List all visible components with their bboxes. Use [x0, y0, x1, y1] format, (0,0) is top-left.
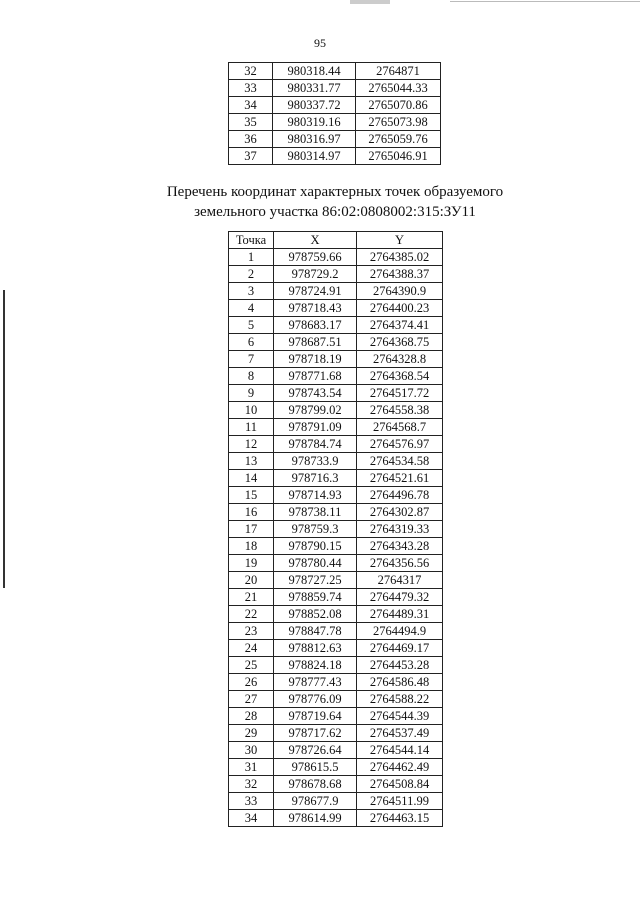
cell-point: 21	[229, 589, 274, 606]
cell-point: 7	[229, 351, 274, 368]
cell-y: 2764453.28	[357, 657, 443, 674]
cell-y: 2764537.49	[357, 725, 443, 742]
cell-point: 18	[229, 538, 274, 555]
table-row	[229, 266, 443, 283]
cell-point: 24	[229, 640, 274, 657]
cell-y: 2764558.38	[357, 402, 443, 419]
table-row	[229, 708, 443, 725]
cell-point: 34	[229, 97, 273, 114]
cell-y: 2764494.9	[357, 623, 443, 640]
table-row	[229, 725, 443, 742]
cell-y: 2764479.32	[357, 589, 443, 606]
cell-y: 2764586.48	[357, 674, 443, 691]
cell-x: 978791.09	[274, 419, 357, 436]
table-row	[229, 97, 441, 114]
cell-x: 978683.17	[274, 317, 357, 334]
table-header-row	[229, 232, 443, 249]
table-row	[229, 63, 441, 80]
cell-point: 5	[229, 317, 274, 334]
table-row	[229, 402, 443, 419]
table-row	[229, 793, 443, 810]
table-row	[229, 640, 443, 657]
cell-y: 2764374.41	[357, 317, 443, 334]
coordinates-table-continued	[228, 62, 441, 165]
table-body	[229, 63, 441, 165]
cell-x: 978784.74	[274, 436, 357, 453]
title-line-2: земельного участка 86:02:0808002:315:ЗУ11	[194, 204, 476, 220]
cell-point: 11	[229, 419, 274, 436]
table-row	[229, 80, 441, 97]
cell-point: 26	[229, 674, 274, 691]
cell-x: 978759.66	[274, 249, 357, 266]
cell-x: 980337.72	[273, 97, 356, 114]
cell-y: 2764517.72	[357, 385, 443, 402]
header-point: Точка	[229, 232, 274, 249]
cell-x: 980316.97	[273, 131, 356, 148]
cell-y: 2764544.39	[357, 708, 443, 725]
cell-point: 35	[229, 114, 273, 131]
cell-x: 978716.3	[274, 470, 357, 487]
cell-point: 27	[229, 691, 274, 708]
coordinates-table	[228, 231, 443, 827]
cell-point: 8	[229, 368, 274, 385]
cell-point: 19	[229, 555, 274, 572]
cell-point: 32	[229, 776, 274, 793]
scan-edge-bar	[3, 290, 5, 588]
cell-y: 2764576.97	[357, 436, 443, 453]
cell-point: 30	[229, 742, 274, 759]
cell-point: 33	[229, 793, 274, 810]
cell-point: 4	[229, 300, 274, 317]
cell-x: 978852.08	[274, 606, 357, 623]
cell-x: 978799.02	[274, 402, 357, 419]
table-row	[229, 436, 443, 453]
cell-x: 978771.68	[274, 368, 357, 385]
cell-y: 2764319.33	[357, 521, 443, 538]
cell-point: 6	[229, 334, 274, 351]
cell-x: 978615.5	[274, 759, 357, 776]
cell-x: 978777.43	[274, 674, 357, 691]
cell-x: 978727.25	[274, 572, 357, 589]
table-row	[229, 368, 443, 385]
cell-y: 2765044.33	[356, 80, 441, 97]
section-title	[0, 182, 640, 222]
cell-x: 978717.62	[274, 725, 357, 742]
cell-x: 978759.3	[274, 521, 357, 538]
cell-x: 980314.97	[273, 148, 356, 165]
cell-point: 14	[229, 470, 274, 487]
cell-y: 2764511.99	[357, 793, 443, 810]
cell-point: 37	[229, 148, 273, 165]
table-row	[229, 555, 443, 572]
cell-point: 25	[229, 657, 274, 674]
cell-x: 978719.64	[274, 708, 357, 725]
cell-x: 978718.19	[274, 351, 357, 368]
cell-y: 2764390.9	[357, 283, 443, 300]
cell-x: 978678.68	[274, 776, 357, 793]
cell-x: 978743.54	[274, 385, 357, 402]
table-row	[229, 521, 443, 538]
cell-x: 978824.18	[274, 657, 357, 674]
cell-y: 2764328.8	[357, 351, 443, 368]
table-row	[229, 589, 443, 606]
cell-x: 978687.51	[274, 334, 357, 351]
table-row	[229, 657, 443, 674]
cell-x: 978726.64	[274, 742, 357, 759]
cell-y: 2764343.28	[357, 538, 443, 555]
cell-x: 978677.9	[274, 793, 357, 810]
table-row	[229, 572, 443, 589]
table-row	[229, 742, 443, 759]
cell-x: 978614.99	[274, 810, 357, 827]
scan-rule	[450, 1, 640, 2]
cell-x: 980319.16	[273, 114, 356, 131]
header-x: X	[274, 232, 357, 249]
table-row	[229, 131, 441, 148]
cell-y: 2764489.31	[357, 606, 443, 623]
cell-y: 2764871	[356, 63, 441, 80]
cell-point: 2	[229, 266, 274, 283]
cell-y: 2764317	[357, 572, 443, 589]
cell-y: 2764521.61	[357, 470, 443, 487]
cell-point: 36	[229, 131, 273, 148]
table-row	[229, 283, 443, 300]
cell-y: 2765059.76	[356, 131, 441, 148]
cell-point: 1	[229, 249, 274, 266]
cell-y: 2764544.14	[357, 742, 443, 759]
cell-point: 12	[229, 436, 274, 453]
cell-y: 2764462.49	[357, 759, 443, 776]
table-row	[229, 674, 443, 691]
cell-x: 978859.74	[274, 589, 357, 606]
cell-point: 9	[229, 385, 274, 402]
cell-point: 15	[229, 487, 274, 504]
table-row	[229, 148, 441, 165]
title-line-1: Перечень координат характерных точек образуемого	[166, 184, 504, 200]
cell-y: 2764356.56	[357, 555, 443, 572]
table-row	[229, 317, 443, 334]
cell-x: 978733.9	[274, 453, 357, 470]
cell-x: 978780.44	[274, 555, 357, 572]
cell-y: 2764388.37	[357, 266, 443, 283]
cell-y: 2764368.54	[357, 368, 443, 385]
cell-y: 2764469.17	[357, 640, 443, 657]
cell-point: 28	[229, 708, 274, 725]
table-row	[229, 351, 443, 368]
table-row	[229, 606, 443, 623]
cell-point: 34	[229, 810, 274, 827]
cell-x: 980318.44	[273, 63, 356, 80]
cell-point: 23	[229, 623, 274, 640]
cell-y: 2765046.91	[356, 148, 441, 165]
cell-point: 22	[229, 606, 274, 623]
header-y: Y	[357, 232, 443, 249]
cell-x: 978718.43	[274, 300, 357, 317]
cell-y: 2765070.86	[356, 97, 441, 114]
cell-x: 980331.77	[273, 80, 356, 97]
cell-y: 2764588.22	[357, 691, 443, 708]
table-row	[229, 623, 443, 640]
cell-point: 31	[229, 759, 274, 776]
table-row	[229, 453, 443, 470]
cell-y: 2764302.87	[357, 504, 443, 521]
table-row	[229, 759, 443, 776]
table-row	[229, 114, 441, 131]
cell-point: 13	[229, 453, 274, 470]
cell-point: 3	[229, 283, 274, 300]
cell-x: 978812.63	[274, 640, 357, 657]
table-row	[229, 470, 443, 487]
cell-x: 978776.09	[274, 691, 357, 708]
cell-y: 2764508.84	[357, 776, 443, 793]
table-body	[229, 249, 443, 827]
scan-smudge	[350, 0, 390, 4]
cell-y: 2764400.23	[357, 300, 443, 317]
cell-y: 2765073.98	[356, 114, 441, 131]
table-row	[229, 249, 443, 266]
table-row	[229, 385, 443, 402]
cell-y: 2764568.7	[357, 419, 443, 436]
cell-x: 978790.15	[274, 538, 357, 555]
cell-point: 10	[229, 402, 274, 419]
table-row	[229, 504, 443, 521]
cell-y: 2764385.02	[357, 249, 443, 266]
cell-y: 2764368.75	[357, 334, 443, 351]
cell-point: 33	[229, 80, 273, 97]
cell-x: 978714.93	[274, 487, 357, 504]
page-number: 95	[314, 36, 326, 50]
table-row	[229, 691, 443, 708]
cell-x: 978738.11	[274, 504, 357, 521]
table-row	[229, 300, 443, 317]
table-row	[229, 419, 443, 436]
cell-y: 2764534.58	[357, 453, 443, 470]
cell-point: 20	[229, 572, 274, 589]
table-row	[229, 776, 443, 793]
cell-y: 2764463.15	[357, 810, 443, 827]
cell-y: 2764496.78	[357, 487, 443, 504]
table-row	[229, 487, 443, 504]
cell-x: 978729.2	[274, 266, 357, 283]
cell-x: 978847.78	[274, 623, 357, 640]
table-row	[229, 538, 443, 555]
cell-point: 32	[229, 63, 273, 80]
cell-point: 29	[229, 725, 274, 742]
cell-x: 978724.91	[274, 283, 357, 300]
cell-point: 17	[229, 521, 274, 538]
table-row	[229, 810, 443, 827]
cell-point: 16	[229, 504, 274, 521]
table-row	[229, 334, 443, 351]
